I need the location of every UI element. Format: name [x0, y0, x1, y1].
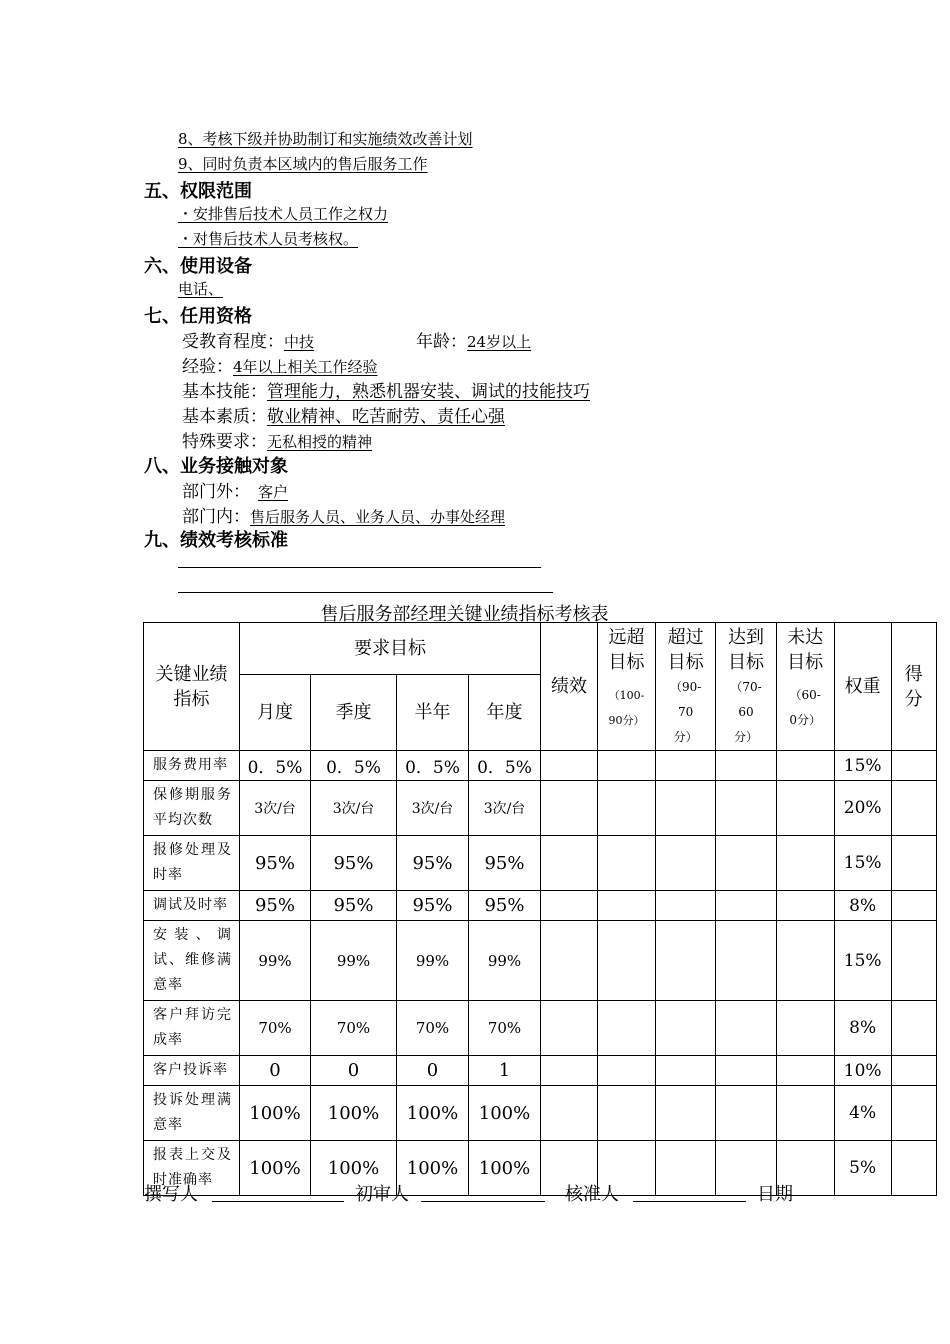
level-cell: [598, 891, 656, 921]
level-cell: [716, 781, 776, 836]
performance-cell: [541, 781, 598, 836]
date-label: 日期: [757, 1184, 793, 1205]
skill-value: 管理能力，熟悉机器安装、调试的技能技巧: [267, 382, 590, 402]
level-cell: [776, 781, 834, 836]
table-row: [144, 1001, 937, 1056]
kpi-name: 报表上交及时准确率: [144, 1141, 240, 1196]
header-period-half: 半年: [397, 674, 469, 750]
kpi-table: [143, 622, 937, 1196]
target-half: 95%: [397, 836, 469, 891]
section-7-title: 七、任用资格: [144, 306, 252, 327]
target-half: 95%: [397, 891, 469, 921]
table-row: [144, 836, 937, 891]
authority-item-2: ・对售后技术人员考核权。: [178, 230, 359, 248]
header-level-1: [598, 623, 656, 751]
performance-cell: [541, 1056, 598, 1086]
header-performance: 绩效: [541, 623, 598, 751]
age-label: 年龄：: [416, 332, 467, 352]
level-cell: [656, 891, 716, 921]
kpi-name: 客户投诉率: [144, 1056, 240, 1086]
kpi-name: 保修期服务平均次数: [144, 781, 240, 836]
target-quarter: 95%: [311, 891, 397, 921]
target-half: 100%: [397, 1141, 469, 1196]
target-quarter: 3次/台: [311, 781, 397, 836]
target-quarter: 100%: [311, 1141, 397, 1196]
target-half: 3次/台: [397, 781, 469, 836]
section-9-title: 九、绩效考核标准: [144, 530, 288, 551]
header-level-3: [716, 623, 776, 751]
level-4-range: （60-0分）: [789, 688, 821, 727]
score-cell: [891, 1056, 936, 1086]
quality-value: 敬业精神、吃苦耐劳、责任心强: [267, 407, 505, 427]
score-cell: [891, 781, 936, 836]
level-2-range: （90-70分）: [670, 680, 702, 744]
weight-cell: 5%: [834, 1141, 891, 1196]
outer-contact-label: 部门外：: [182, 482, 250, 502]
authority-item-1: ・安排售后技术人员工作之权力: [178, 205, 389, 223]
weight-cell: 4%: [834, 1086, 891, 1141]
target-year: 95%: [469, 836, 541, 891]
weight-cell: 20%: [834, 781, 891, 836]
experience-label: 经验：: [182, 357, 233, 377]
score-cell: [891, 921, 936, 1001]
quality-row: [182, 402, 505, 427]
level-cell: [716, 921, 776, 1001]
target-half: 100%: [397, 1086, 469, 1141]
target-quarter: 0．5%: [311, 751, 397, 781]
header-period-quarter: 季度: [311, 674, 397, 750]
inner-contact-label: 部门内：: [182, 507, 250, 527]
section-8-title: 八、业务接触对象: [144, 456, 288, 477]
level-cell: [656, 1001, 716, 1056]
level-cell: [776, 1056, 834, 1086]
level-cell: [598, 751, 656, 781]
approver-label: 核准人: [565, 1184, 619, 1205]
target-half: 0: [397, 1056, 469, 1086]
experience-value: 4年以上相关工作经验: [233, 358, 378, 376]
target-year: 100%: [469, 1086, 541, 1141]
experience-row: [182, 352, 378, 377]
level-cell: [598, 1056, 656, 1086]
level-cell: [716, 751, 776, 781]
weight-cell: 8%: [834, 1001, 891, 1056]
level-cell: [776, 921, 834, 1001]
score-cell: [891, 836, 936, 891]
level-cell: [656, 921, 716, 1001]
target-month: 3次/台: [240, 781, 311, 836]
level-1-label: 远超目标: [608, 627, 645, 673]
level-cell: [716, 1086, 776, 1141]
age-row: [416, 327, 531, 352]
target-quarter: 70%: [311, 1001, 397, 1056]
approver-blank: [633, 1201, 746, 1202]
section-6-title: 六、使用设备: [144, 256, 252, 277]
performance-cell: [541, 1001, 598, 1056]
score-cell: [891, 1086, 936, 1141]
target-month: 99%: [240, 921, 311, 1001]
target-year: 100%: [469, 1141, 541, 1196]
level-cell: [656, 836, 716, 891]
target-month: 100%: [240, 1141, 311, 1196]
kpi-name: 服务费用率: [144, 751, 240, 781]
target-year: 95%: [469, 891, 541, 921]
target-month: 0: [240, 1056, 311, 1086]
target-quarter: 0: [311, 1056, 397, 1086]
level-1-range: （100-90分）: [608, 689, 645, 727]
performance-cell: [541, 921, 598, 1001]
target-year: 0．5%: [469, 751, 541, 781]
table-row: [144, 1141, 937, 1196]
level-cell: [656, 781, 716, 836]
kpi-name: 调试及时率: [144, 891, 240, 921]
level-cell: [716, 836, 776, 891]
header-period-year: 年度: [469, 674, 541, 750]
kpi-name: 客户拜访完成率: [144, 1001, 240, 1056]
weight-cell: 15%: [834, 921, 891, 1001]
target-quarter: 95%: [311, 836, 397, 891]
skill-row: [182, 377, 590, 402]
level-cell: [716, 891, 776, 921]
score-cell: [891, 891, 936, 921]
level-cell: [656, 1141, 716, 1196]
target-year: 1: [469, 1056, 541, 1086]
kpi-name: 报修处理及时率: [144, 836, 240, 891]
header-score: 得分: [891, 623, 936, 751]
table-row: [144, 781, 937, 836]
duty-item-9: 9、同时负责本区域内的售后服务工作: [178, 155, 428, 173]
header-level-4: [776, 623, 834, 751]
level-3-label: 达到目标: [727, 627, 764, 673]
target-month: 70%: [240, 1001, 311, 1056]
level-cell: [776, 891, 834, 921]
inner-contact-row: [182, 502, 505, 527]
table-row: [144, 891, 937, 921]
target-year: 99%: [469, 921, 541, 1001]
special-label: 特殊要求：: [182, 432, 267, 452]
education-label: 受教育程度：: [182, 332, 284, 352]
section-5-title: 五、权限范围: [144, 181, 252, 202]
target-quarter: 99%: [311, 921, 397, 1001]
outer-contact-row: [182, 477, 288, 502]
level-4-label: 未达目标: [787, 627, 824, 673]
table-row: [144, 921, 937, 1001]
level-cell: [656, 1086, 716, 1141]
performance-cell: [541, 891, 598, 921]
header-weight: 权重: [834, 623, 891, 751]
level-cell: [776, 1001, 834, 1056]
level-3-range: （70-60分）: [730, 680, 762, 744]
kpi-name: 安装、调试、维修满意率: [144, 921, 240, 1001]
score-cell: [891, 1141, 936, 1196]
reviewer-label: 初审人: [355, 1184, 409, 1205]
weight-cell: 8%: [834, 891, 891, 921]
level-cell: [598, 781, 656, 836]
writer-label: 撰写人: [144, 1184, 198, 1205]
performance-cell: [541, 836, 598, 891]
special-value: 无私相授的精神: [267, 433, 373, 451]
blank-line-2: [178, 592, 553, 593]
level-cell: [598, 836, 656, 891]
table-title: 售后服务部经理关键业绩指标考核表: [320, 604, 609, 625]
inner-contact-value: 售后服务人员、业务人员、办事处经理: [250, 508, 506, 526]
target-half: 99%: [397, 921, 469, 1001]
equipment-value: 电话、: [178, 280, 224, 298]
level-cell: [716, 1056, 776, 1086]
level-2-label: 超过目标: [667, 627, 704, 673]
target-quarter: 100%: [311, 1086, 397, 1141]
table-row: [144, 1086, 937, 1141]
target-year: 70%: [469, 1001, 541, 1056]
table-row: [144, 751, 937, 781]
target-half: 70%: [397, 1001, 469, 1056]
age-value: 24岁以上: [467, 333, 532, 351]
level-cell: [656, 1056, 716, 1086]
header-target: 要求目标: [240, 623, 541, 675]
level-cell: [598, 1001, 656, 1056]
quality-label: 基本素质：: [182, 407, 267, 427]
duty-item-8: 8、考核下级并协助制订和实施绩效改善计划: [178, 130, 473, 148]
score-cell: [891, 751, 936, 781]
kpi-name: 投诉处理满意率: [144, 1086, 240, 1141]
reviewer-blank: [421, 1201, 545, 1202]
level-cell: [656, 751, 716, 781]
header-period-month: 月度: [240, 674, 311, 750]
weight-cell: 10%: [834, 1056, 891, 1086]
table-row: [144, 1056, 937, 1086]
level-cell: [776, 1086, 834, 1141]
target-half: 0．5%: [397, 751, 469, 781]
weight-cell: 15%: [834, 836, 891, 891]
level-cell: [716, 1001, 776, 1056]
target-month: 95%: [240, 891, 311, 921]
writer-blank: [212, 1201, 344, 1202]
target-year: 3次/台: [469, 781, 541, 836]
level-cell: [776, 836, 834, 891]
performance-cell: [541, 1086, 598, 1141]
target-month: 95%: [240, 836, 311, 891]
score-cell: [891, 1001, 936, 1056]
special-row: [182, 427, 372, 452]
education-value: 中技: [284, 333, 315, 351]
level-cell: [598, 1086, 656, 1141]
weight-cell: 15%: [834, 751, 891, 781]
level-cell: [598, 921, 656, 1001]
performance-cell: [541, 751, 598, 781]
target-month: 100%: [240, 1086, 311, 1141]
level-cell: [776, 751, 834, 781]
education-row: [182, 327, 376, 352]
target-month: 0．5%: [240, 751, 311, 781]
skill-label: 基本技能：: [182, 382, 267, 402]
blank-line-1: [178, 567, 541, 568]
outer-contact-value: 客户: [258, 483, 289, 501]
header-row-1: [144, 623, 937, 675]
header-level-2: [656, 623, 716, 751]
header-kpi: 关键业绩指标: [144, 623, 240, 751]
